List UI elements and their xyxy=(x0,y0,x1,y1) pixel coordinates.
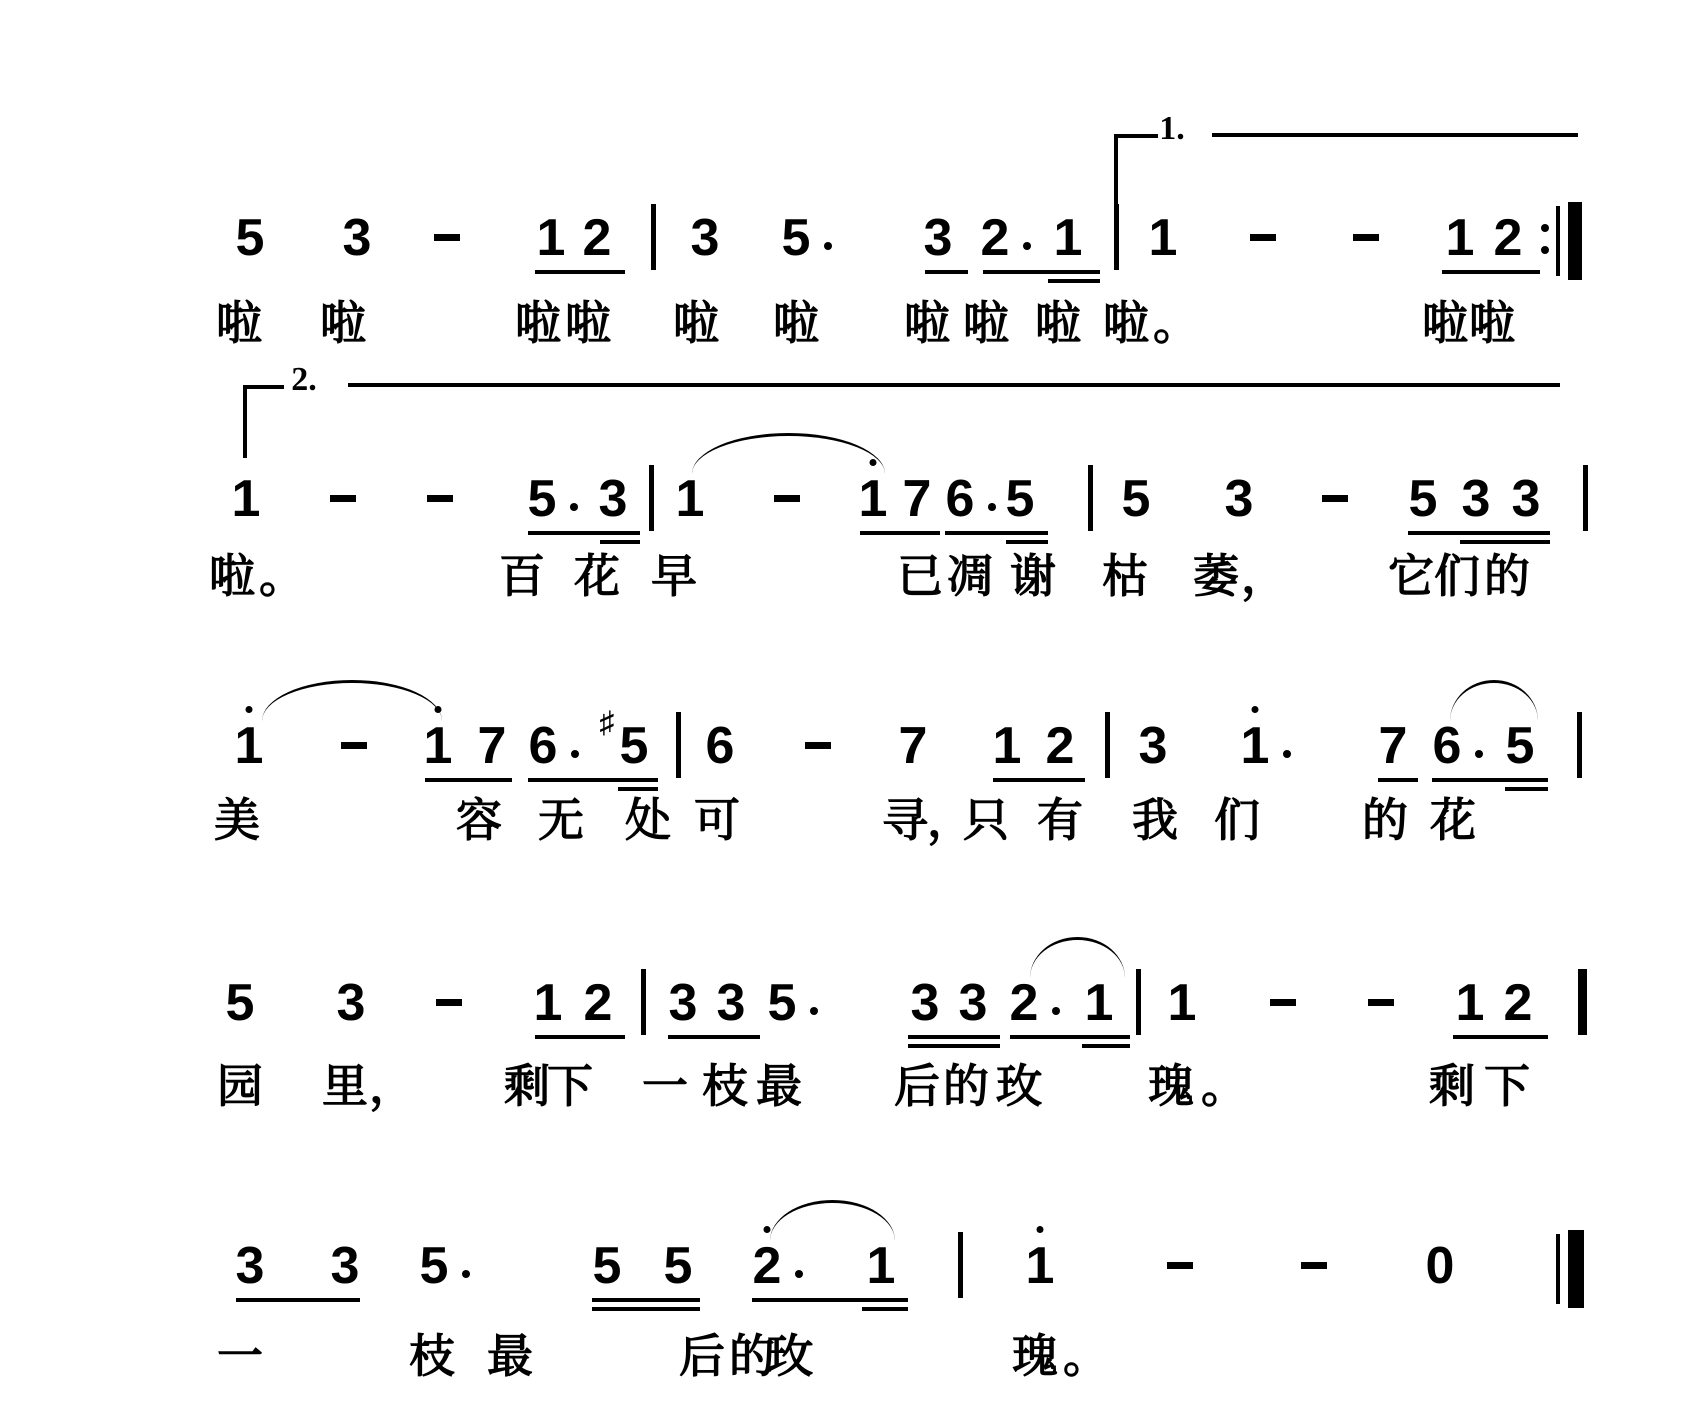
barline xyxy=(1577,712,1582,778)
note-digit-1: 1 xyxy=(234,717,264,775)
beam-underline xyxy=(535,1035,625,1039)
sharp-icon: ♯ xyxy=(599,706,615,739)
barline xyxy=(1088,465,1093,531)
slur-arc xyxy=(262,680,442,721)
lyric-char: 最 xyxy=(487,1330,533,1382)
lyric-char: 啦 xyxy=(673,297,719,349)
lyric-char: 啦 xyxy=(904,297,950,349)
beam-underline xyxy=(925,270,968,274)
repeat-dot xyxy=(1541,224,1549,232)
duration-dot xyxy=(824,242,832,250)
repeat-dot xyxy=(1541,246,1549,254)
octave-dot xyxy=(1252,706,1259,713)
note-digit-2: 2 xyxy=(752,1237,782,1295)
note-digit-1: 1 xyxy=(858,470,888,528)
lyric-char: 里 xyxy=(322,1060,368,1112)
note-digit-3: 3 xyxy=(330,1237,360,1295)
duration-dash xyxy=(427,495,453,502)
barline xyxy=(958,1232,963,1298)
duration-dash xyxy=(330,495,356,502)
note-digit-2: 2 xyxy=(1503,974,1533,1032)
lyric-char: 啦 xyxy=(216,297,262,349)
volta-corner-segment xyxy=(243,385,284,389)
lyric-char: 们 xyxy=(1434,550,1480,602)
beam-underline xyxy=(1378,778,1418,782)
note-digit-1: 1 xyxy=(1053,209,1083,267)
duration-dot xyxy=(570,503,578,511)
note-digit-1: 1 xyxy=(1148,209,1178,267)
beam-underline xyxy=(528,531,640,535)
lyric-char: ， xyxy=(927,794,973,846)
beam-underline xyxy=(528,778,658,782)
beam-underline xyxy=(1082,1044,1130,1048)
barline xyxy=(1578,969,1587,1035)
lyric-char: 啦 xyxy=(209,550,255,602)
lyric-char: 后 xyxy=(679,1330,725,1382)
lyric-char: 已 xyxy=(897,550,943,602)
note-digit-2: 2 xyxy=(582,209,612,267)
note-digit-3: 3 xyxy=(1138,717,1168,775)
note-digit-5: 5 xyxy=(527,470,557,528)
duration-dot xyxy=(988,503,996,511)
note-digit-7: 7 xyxy=(1378,717,1408,775)
repeat-end-barline xyxy=(1556,206,1560,276)
duration-dot xyxy=(1052,1007,1060,1015)
lyric-char: 剩 xyxy=(1429,1060,1475,1112)
beam-underline xyxy=(1010,1035,1130,1039)
barline xyxy=(651,204,656,270)
note-digit-1: 1 xyxy=(231,470,261,528)
note-digit-1: 1 xyxy=(533,974,563,1032)
duration-dash xyxy=(1250,234,1276,241)
volta-corner-segment xyxy=(1114,134,1158,138)
beam-underline xyxy=(535,270,625,274)
lyric-char: 园 xyxy=(217,1060,263,1112)
lyric-char: 早 xyxy=(651,550,697,602)
lyric-char: 凋 xyxy=(947,550,993,602)
duration-dash xyxy=(434,234,460,241)
volta-drop-line xyxy=(1114,134,1118,208)
note-digit-5: 5 xyxy=(225,974,255,1032)
note-digit-3: 3 xyxy=(910,974,940,1032)
beam-underline xyxy=(1432,778,1548,782)
lyric-char: 啦 xyxy=(515,297,561,349)
lyric-char: 百 xyxy=(499,550,545,602)
lyric-char: 啦 xyxy=(1103,297,1149,349)
beam-underline xyxy=(993,778,1085,782)
beam-underline xyxy=(908,1044,1000,1048)
beam-underline xyxy=(1453,1035,1548,1039)
lyric-char: 啦 xyxy=(565,297,611,349)
barline xyxy=(1136,969,1141,1035)
note-digit-5: 5 xyxy=(619,717,649,775)
barline xyxy=(1105,712,1110,778)
barline xyxy=(676,712,681,778)
lyric-char: 啦 xyxy=(1469,297,1515,349)
octave-dot xyxy=(246,706,253,713)
lyric-char: 剩 xyxy=(504,1060,550,1112)
barline xyxy=(1583,465,1588,531)
beam-underline xyxy=(908,1035,1000,1039)
duration-dot xyxy=(810,1007,818,1015)
note-digit-7: 7 xyxy=(902,470,932,528)
duration-dash xyxy=(1167,1262,1193,1269)
note-digit-2: 2 xyxy=(1493,209,1523,267)
duration-dash xyxy=(805,742,831,749)
beam-underline xyxy=(592,1298,700,1302)
lyric-char: 枝 xyxy=(702,1060,748,1112)
lyric-char: 啦 xyxy=(320,297,366,349)
beam-underline xyxy=(1505,787,1548,791)
lyric-char: 花 xyxy=(1430,794,1476,846)
final-thick-bar xyxy=(1568,1230,1584,1308)
duration-dash xyxy=(1368,999,1394,1006)
note-digit-5: 5 xyxy=(663,1237,693,1295)
lyric-char: 后 xyxy=(894,1060,940,1112)
note-digit-1: 1 xyxy=(675,470,705,528)
lyric-char: 啦 xyxy=(1035,297,1081,349)
note-digit-3: 3 xyxy=(235,1237,265,1295)
lyric-char: 的 xyxy=(1484,550,1530,602)
lyric-char: 下 xyxy=(1484,1060,1530,1112)
note-digit-1: 1 xyxy=(1025,1237,1055,1295)
lyric-char: 寻 xyxy=(882,794,928,846)
beam-underline xyxy=(618,787,658,791)
lyric-char: 有 xyxy=(1037,794,1083,846)
note-digit-3: 3 xyxy=(1461,470,1491,528)
lyric-char: 们 xyxy=(1214,794,1260,846)
beam-underline xyxy=(1408,531,1550,535)
repeat-end-thick-bar xyxy=(1568,202,1582,280)
volta-label: 1. xyxy=(1159,110,1185,147)
lyric-char: 无 xyxy=(538,794,584,846)
note-digit-5: 5 xyxy=(1121,470,1151,528)
note-digit-5: 5 xyxy=(1408,470,1438,528)
lyric-char: 瑰 xyxy=(1148,1060,1194,1112)
note-digit-6: 6 xyxy=(945,470,975,528)
note-digit-1: 1 xyxy=(992,717,1022,775)
lyric-char: 。 xyxy=(1201,1060,1247,1112)
lyric-char: 可 xyxy=(694,794,740,846)
volta-extension-line xyxy=(1212,133,1578,137)
duration-dash xyxy=(436,999,462,1006)
note-digit-1: 1 xyxy=(423,717,453,775)
lyric-char: 容 xyxy=(456,794,502,846)
lyric-char: 美 xyxy=(214,794,260,846)
duration-dot xyxy=(571,750,579,758)
lyric-char: 枯 xyxy=(1102,550,1148,602)
beam-underline xyxy=(425,778,512,782)
lyric-char: 下 xyxy=(547,1060,593,1112)
duration-dot xyxy=(462,1270,470,1278)
barline xyxy=(649,465,654,531)
lyric-char: 一 xyxy=(217,1330,263,1382)
lyric-char: 。 xyxy=(259,550,305,602)
beam-underline xyxy=(752,1298,908,1302)
beam-underline xyxy=(1006,540,1048,544)
lyric-char: 啦 xyxy=(963,297,1009,349)
lyric-char: 一 xyxy=(642,1060,688,1112)
note-digit-2: 2 xyxy=(1045,717,1075,775)
volta-drop-line xyxy=(243,385,247,458)
volta-extension-line xyxy=(348,383,1560,387)
beam-underline xyxy=(1460,540,1550,544)
beam-underline xyxy=(945,531,1048,535)
note-digit-3: 3 xyxy=(716,974,746,1032)
octave-dot xyxy=(764,1226,771,1233)
note-digit-6: 6 xyxy=(1432,717,1462,775)
duration-dot xyxy=(1023,242,1031,250)
final-thin-barline xyxy=(1556,1234,1560,1304)
note-digit-3: 3 xyxy=(690,209,720,267)
duration-dash xyxy=(341,742,367,749)
lyric-char: 处 xyxy=(625,794,671,846)
lyric-char: 的 xyxy=(729,1330,775,1382)
beam-underline xyxy=(592,1307,700,1311)
beam-underline xyxy=(1048,279,1100,283)
barline xyxy=(1114,204,1119,270)
duration-dash xyxy=(1270,999,1296,1006)
barline xyxy=(641,969,646,1035)
octave-dot xyxy=(1037,1226,1044,1233)
note-digit-1: 1 xyxy=(1445,209,1475,267)
lyric-char: ， xyxy=(1241,550,1287,602)
lyric-char: 玫 xyxy=(767,1330,813,1382)
note-digit-3: 3 xyxy=(598,470,628,528)
lyric-char: 瑰 xyxy=(1012,1330,1058,1382)
beam-underline xyxy=(983,270,1100,274)
note-digit-5: 5 xyxy=(1505,717,1535,775)
note-digit-1: 1 xyxy=(1084,974,1114,1032)
lyric-char: 啦 xyxy=(773,297,819,349)
note-digit-3: 3 xyxy=(1224,470,1254,528)
slur-arc xyxy=(692,433,885,474)
note-digit-3: 3 xyxy=(923,209,953,267)
beam-underline xyxy=(1442,270,1540,274)
lyric-char: 谢 xyxy=(1010,550,1056,602)
lyric-char: ， xyxy=(369,1060,415,1112)
lyric-char: 萎 xyxy=(1193,550,1239,602)
duration-dash xyxy=(1322,495,1348,502)
lyric-char: 的 xyxy=(1362,794,1408,846)
beam-underline xyxy=(862,1307,908,1311)
beam-underline xyxy=(860,531,940,535)
note-digit-5: 5 xyxy=(419,1237,449,1295)
lyric-char: 只 xyxy=(963,794,1009,846)
lyric-char: 。 xyxy=(1153,297,1199,349)
lyric-char: 啦 xyxy=(1422,297,1468,349)
note-digit-1: 1 xyxy=(866,1237,896,1295)
note-digit-3: 3 xyxy=(668,974,698,1032)
note-digit-5: 5 xyxy=(592,1237,622,1295)
note-digit-5: 5 xyxy=(235,209,265,267)
slur-arc xyxy=(1030,937,1125,978)
lyric-char: 枝 xyxy=(409,1330,455,1382)
note-digit-3: 3 xyxy=(336,974,366,1032)
note-digit-1: 1 xyxy=(1240,717,1270,775)
note-digit-3: 3 xyxy=(958,974,988,1032)
note-digit-0: 0 xyxy=(1425,1237,1455,1295)
note-digit-6: 6 xyxy=(528,717,558,775)
duration-dot xyxy=(1475,750,1483,758)
lyric-char: 它 xyxy=(1388,550,1434,602)
note-digit-2: 2 xyxy=(1009,974,1039,1032)
duration-dot xyxy=(795,1270,803,1278)
lyric-char: 我 xyxy=(1132,794,1178,846)
note-digit-7: 7 xyxy=(477,717,507,775)
note-digit-2: 2 xyxy=(980,209,1010,267)
lyric-char: 花 xyxy=(574,550,620,602)
note-digit-3: 3 xyxy=(342,209,372,267)
note-digit-2: 2 xyxy=(583,974,613,1032)
note-digit-1: 1 xyxy=(1455,974,1485,1032)
note-digit-1: 1 xyxy=(1167,974,1197,1032)
slur-arc xyxy=(1450,680,1538,721)
note-digit-5: 5 xyxy=(781,209,811,267)
note-digit-7: 7 xyxy=(898,717,928,775)
note-digit-1: 1 xyxy=(536,209,566,267)
note-digit-5: 5 xyxy=(1005,470,1035,528)
duration-dash xyxy=(1353,234,1379,241)
slur-arc xyxy=(770,1200,895,1241)
note-digit-6: 6 xyxy=(705,717,735,775)
lyric-char: 玫 xyxy=(996,1060,1042,1112)
beam-underline xyxy=(236,1298,360,1302)
beam-underline xyxy=(668,1035,760,1039)
note-digit-5: 5 xyxy=(767,974,797,1032)
duration-dash xyxy=(1301,1262,1327,1269)
lyric-char: 。 xyxy=(1063,1330,1109,1382)
duration-dot xyxy=(1283,750,1291,758)
note-digit-3: 3 xyxy=(1511,470,1541,528)
duration-dash xyxy=(774,495,800,502)
volta-label: 2. xyxy=(291,361,317,398)
lyric-char: 最 xyxy=(756,1060,802,1112)
beam-underline xyxy=(600,540,640,544)
lyric-char: 的 xyxy=(943,1060,989,1112)
